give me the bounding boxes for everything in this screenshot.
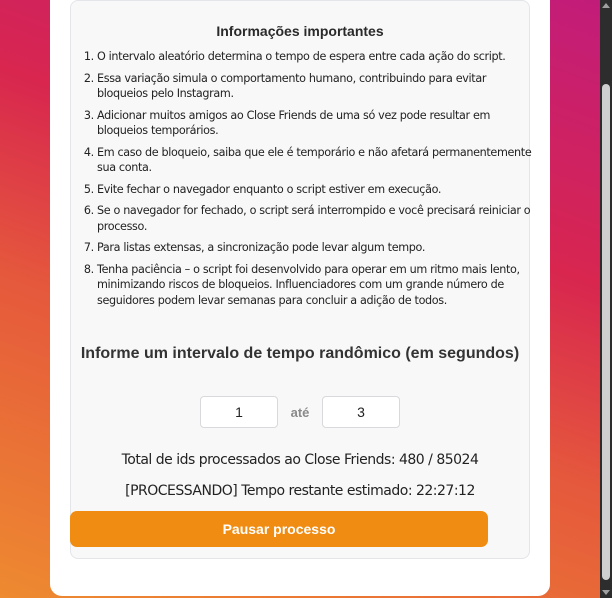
info-card xyxy=(70,0,530,559)
info-list xyxy=(79,49,537,314)
remaining-time-text: [PROCESSANDO] Tempo restante estimado: 22:27:12 xyxy=(125,483,475,499)
info-item: 8. Tenha paciência – o script foi desenvolvido para operar em um ritmo mais lento, minimizando riscos de bloqueios. Influenciadores com um grande número de seguidores podem levar semanas para concluir a adição de todos. xyxy=(97,262,537,309)
page-scrollbar[interactable] xyxy=(600,0,612,598)
info-card-title: Informações importantes xyxy=(216,23,384,39)
interval-separator: até xyxy=(290,404,310,420)
total-processed-text: Total de ids processados ao Close Friends: 480 / 85024 xyxy=(121,452,479,468)
interval-min-input[interactable] xyxy=(200,396,278,428)
info-item: 7. Para listas extensas, a sincronização pode levar algum tempo. xyxy=(97,240,537,256)
scroll-up-arrow-icon[interactable] xyxy=(602,3,610,8)
interval-inputs xyxy=(50,395,550,429)
info-item: 3. Adicionar muitos amigos ao Close Friends de uma só vez pode resultar em bloqueios temporários. xyxy=(97,108,537,139)
scroll-thumb[interactable] xyxy=(602,84,610,580)
interval-title: Informe um intervalo de tempo randômico (em segundos) xyxy=(80,345,520,362)
main-panel xyxy=(50,0,550,596)
interval-max-input[interactable] xyxy=(322,396,400,428)
pause-process-button[interactable]: Pausar processo xyxy=(70,511,488,547)
info-item: 6. Se o navegador for fechado, o script será interrompido e você precisará reiniciar o processo. xyxy=(97,203,537,234)
info-item: 2. Essa variação simula o comportamento humano, contribuindo para evitar bloqueios pelo Instagram. xyxy=(97,71,537,102)
scroll-down-arrow-icon[interactable] xyxy=(602,590,610,595)
info-item: 5. Evite fechar o navegador enquanto o script estiver em execução. xyxy=(97,182,537,198)
info-item: 1. O intervalo aleatório determina o tempo de espera entre cada ação do script. xyxy=(97,49,537,65)
info-item: 4. Em caso de bloqueio, saiba que ele é temporário e não afetará permanentemente sua conta. xyxy=(97,145,537,176)
